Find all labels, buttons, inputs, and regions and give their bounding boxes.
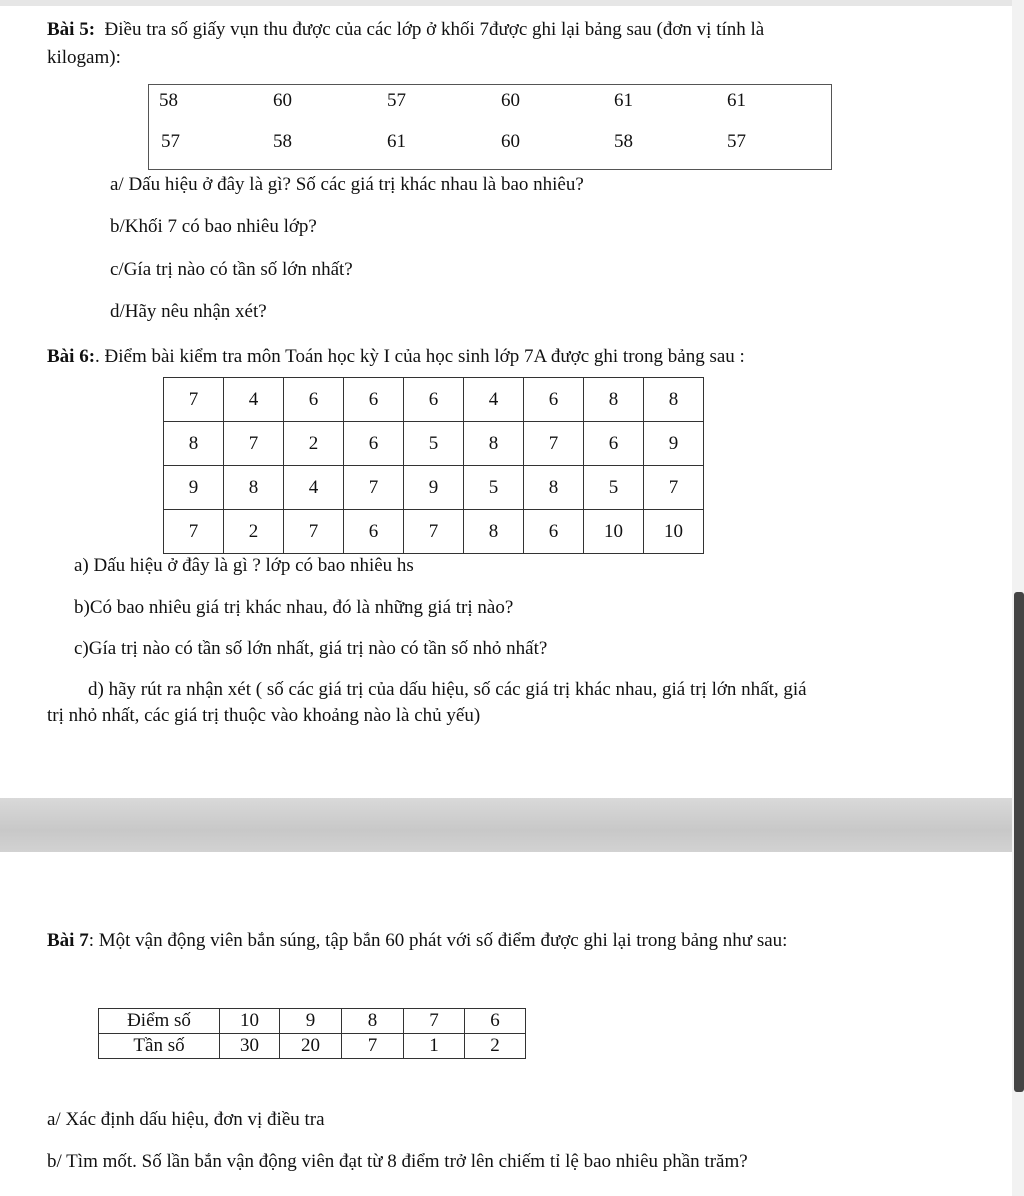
bai6-cell: 4 (284, 466, 344, 510)
bai7-freq: 30 (220, 1034, 280, 1059)
bai6-cell: 6 (344, 510, 404, 554)
bai5-cell: 61 (387, 131, 406, 152)
bai7-freq: 7 (342, 1034, 404, 1059)
bai5-question-b: b/Khối 7 có bao nhiêu lớp? (110, 216, 317, 237)
bai7-title: Bài 7 (47, 930, 89, 951)
bai6-cell: 9 (644, 422, 704, 466)
bai6-cell: 5 (404, 422, 464, 466)
bai6-intro: . Điểm bài kiểm tra môn Toán học kỳ I của học sinh lớp 7A được ghi trong bảng sau : (95, 346, 745, 367)
bai7-freq: 2 (465, 1034, 526, 1059)
bai6-question-d: d) hãy rút ra nhận xét ( số các giá trị của dấu hiệu, số các giá trị khác nhau, giá trị lớn nhất, giá (88, 679, 807, 700)
bai5-intro: Điều tra số giấy vụn thu được của các lớp ở khối 7được ghi lại bảng sau (đơn vị tính là (104, 19, 765, 40)
bai6-cell: 7 (164, 378, 224, 422)
bai6-cell: 7 (404, 510, 464, 554)
bai7-question-a: a/ Xác định dấu hiệu, đơn vị điều tra (47, 1109, 325, 1130)
bai6-cell: 2 (224, 510, 284, 554)
bai7-question-b: b/ Tìm mốt. Số lần bắn vận động viên đạt từ 8 điểm trở lên chiếm tỉ lệ bao nhiêu phần trăm? (47, 1151, 748, 1172)
bai6-question-d-cont: trị nhỏ nhất, các giá trị thuộc vào khoảng nào là chủ yếu) (47, 705, 481, 726)
bai6-heading (47, 344, 745, 370)
bai5-title: Bài 5: (47, 19, 96, 40)
bai5-question-a: a/ Dấu hiệu ở đây là gì? Số các giá trị khác nhau là bao nhiêu? (110, 174, 584, 195)
bai7-header-label: Điểm số (99, 1009, 220, 1034)
bai7-score: 10 (220, 1009, 280, 1034)
bai6-cell: 8 (584, 378, 644, 422)
bai6-cell: 6 (344, 378, 404, 422)
bai6-cell: 10 (644, 510, 704, 554)
bai6-cell: 4 (224, 378, 284, 422)
bai6-cell: 8 (164, 422, 224, 466)
bai6-cell: 7 (644, 466, 704, 510)
bai6-cell: 7 (164, 510, 224, 554)
bai5-cell: 60 (273, 90, 292, 111)
bai7-table (98, 1008, 526, 1059)
bai6-cell: 6 (404, 378, 464, 422)
bai6-cell: 6 (344, 422, 404, 466)
table-row (164, 422, 704, 466)
table-row (164, 510, 704, 554)
bai6-cell: 9 (164, 466, 224, 510)
bai6-cell: 8 (644, 378, 704, 422)
bai6-cell: 6 (524, 378, 584, 422)
bai5-cell: 61 (727, 90, 746, 111)
bai6-table (163, 377, 704, 554)
bai7-score: 7 (404, 1009, 465, 1034)
bai7-score: 8 (342, 1009, 404, 1034)
bai5-question-c: c/Gía trị nào có tần số lớn nhất? (110, 259, 353, 280)
bai5-cell: 60 (501, 90, 520, 111)
table-row (164, 466, 704, 510)
bai7-score: 9 (280, 1009, 342, 1034)
bai6-cell: 7 (284, 510, 344, 554)
bai5-cell: 57 (161, 131, 180, 152)
bai6-title: Bài 6: (47, 346, 96, 367)
bai5-cell: 57 (727, 131, 746, 152)
bai5-cell: 58 (273, 131, 292, 152)
bai6-question-b: b)Có bao nhiêu giá trị khác nhau, đó là những giá trị nào? (74, 597, 514, 618)
bai5-cell: 61 (614, 90, 633, 111)
table-row (164, 378, 704, 422)
bai5-cell: 57 (387, 90, 406, 111)
bai7-freq: 1 (404, 1034, 465, 1059)
bai5-table (148, 84, 832, 170)
bai6-cell: 9 (404, 466, 464, 510)
bai6-cell: 6 (284, 378, 344, 422)
bai6-cell: 5 (584, 466, 644, 510)
bai6-cell: 8 (464, 422, 524, 466)
bai5-cell: 58 (159, 90, 178, 111)
bai6-question-a: a) Dấu hiệu ở đây là gì ? lớp có bao nhiêu hs (74, 555, 414, 576)
bai6-cell: 4 (464, 378, 524, 422)
bai7-intro: : Một vận động viên bắn súng, tập bắn 60 phát với số điểm được ghi lại trong bảng như sau: (88, 930, 788, 951)
page-gap (0, 798, 1012, 852)
scrollbar-thumb[interactable] (1014, 592, 1024, 1092)
bai5-cell: 60 (501, 131, 520, 152)
bai6-cell: 7 (524, 422, 584, 466)
bai7-freq-label: Tần số (99, 1034, 220, 1059)
bai7-heading (47, 928, 787, 954)
bai6-cell: 10 (584, 510, 644, 554)
bai6-cell: 8 (224, 466, 284, 510)
table-row (99, 1009, 526, 1034)
bai6-cell: 6 (584, 422, 644, 466)
bai6-cell: 8 (524, 466, 584, 510)
bai6-cell: 2 (284, 422, 344, 466)
bai6-cell: 8 (464, 510, 524, 554)
bai6-cell: 6 (524, 510, 584, 554)
bai5-heading (47, 17, 764, 43)
bai7-score: 6 (465, 1009, 526, 1034)
bai6-cell: 7 (344, 466, 404, 510)
bai7-freq: 20 (280, 1034, 342, 1059)
table-row (99, 1034, 526, 1059)
top-border (0, 0, 1024, 6)
bai6-cell: 5 (464, 466, 524, 510)
bai5-question-d: d/Hãy nêu nhận xét? (110, 301, 267, 322)
bai6-cell: 7 (224, 422, 284, 466)
bai6-question-c: c)Gía trị nào có tần số lớn nhất, giá trị nào có tần số nhỏ nhất? (74, 638, 548, 659)
bai5-intro-cont: kilogam): (47, 47, 121, 68)
bai5-cell: 58 (614, 131, 633, 152)
